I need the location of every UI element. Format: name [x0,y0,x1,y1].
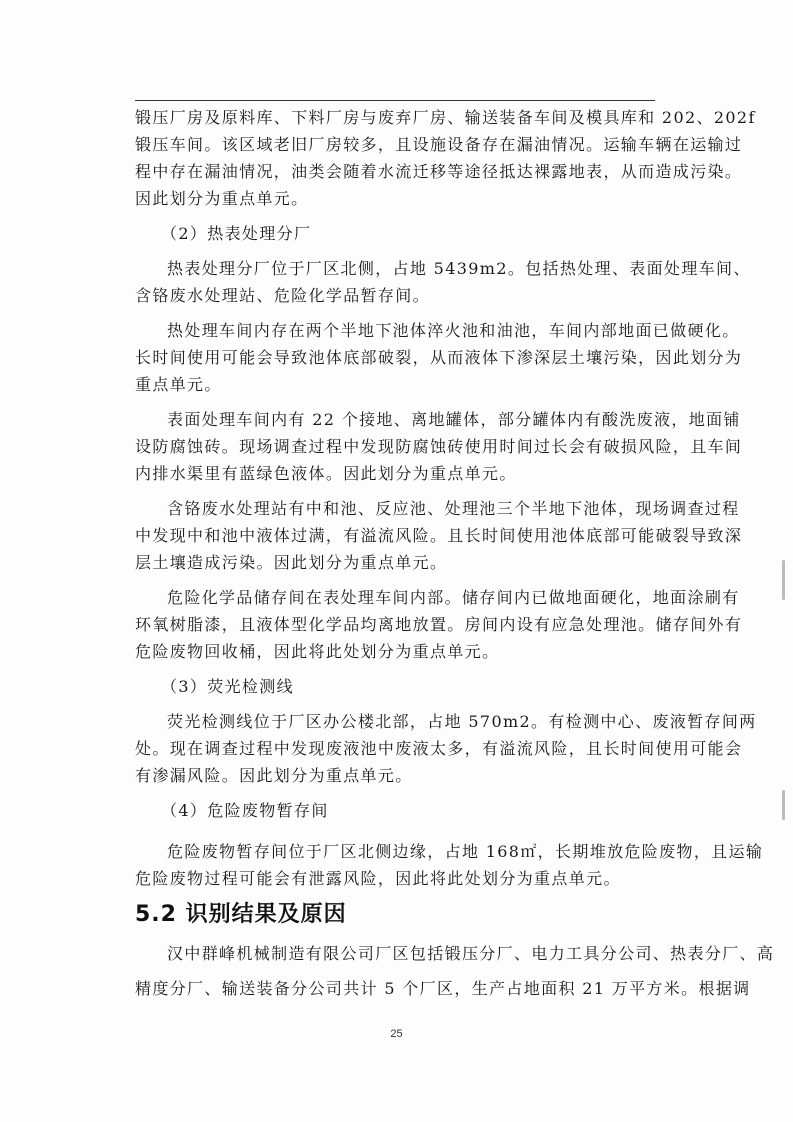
text-line: 危险废物回收桶，因此将此处划分为重点单元。 [135,642,500,661]
text-line: 内排水渠里有蓝绿色液体。因此划分为重点单元。 [135,464,517,483]
section-heading: 5.2 识别结果及原因 [135,902,347,927]
text-line: 设防腐蚀砖。现场调查过程中发现防腐蚀砖使用时间过长会有破损风险，且车间 [135,437,743,456]
text-line: 锻压厂房及原料库、下料厂房与废弃厂房、输送装备车间及模具库和 202、202f [135,108,756,127]
scan-edge-mark [782,790,785,820]
subsection-heading: （4）危险废物暂存间 [161,801,329,820]
text-line: 因此划分为重点单元。 [135,189,309,208]
text-line: 有渗漏风险。因此划分为重点单元。 [135,766,413,785]
text-line: 精度分厂、输送装备分公司共计 5 个厂区，生产占地面积 21 万平方米。根据调 [135,979,751,998]
subsection-heading: （3）荧光检测线 [161,677,294,696]
text-line: 中发现中和池中液体过满，有溢流风险。且长时间使用池体底部可能破裂导致深 [135,526,743,545]
text-line: 层土壤造成污染。因此划分为重点单元。 [135,553,448,572]
paragraph-first-line: 危险化学品储存间在表处理车间内部。储存间内已做地面硬化，地面涂刷有 [167,588,740,607]
text-line: 重点单元。 [135,375,222,394]
paragraph-first-line: 热表处理分厂位于厂区北侧，占地 5439m2。包括热处理、表面处理车间、 [167,259,751,278]
page-content [135,104,775,1002]
text-line: 危险废物过程可能会有泄露风险，因此将此处划分为重点单元。 [135,869,621,888]
scan-edge-mark [782,560,785,600]
text-line: 处。现在调查过程中发现废液池中废液太多，有溢流风险，且长时间使用可能会 [135,739,743,758]
paragraph-first-line: 热处理车间内存在两个半地下池体淬火池和油池，车间内部地面已做硬化。 [167,321,740,340]
text-line: 含铬废水处理站、危险化学品暂存间。 [135,286,430,305]
text-line: 环氧树脂漆，且液体型化学品均离地放置。房间内设有应急处理池。储存间外有 [135,615,743,634]
paragraph-first-line: 荧光检测线位于厂区办公楼北部，占地 570m2。有检测中心、废液暂存间两 [167,712,757,731]
subsection-heading: （2）热表处理分厂 [161,224,312,243]
paragraph-first-line: 表面处理车间内有 22 个接地、离地罐体，部分罐体内有酸洗废液，地面铺 [167,410,741,429]
paragraph-first-line: 汉中群峰机械制造有限公司厂区包括锻压分厂、电力工具分公司、热表分厂、高 [167,944,775,963]
paragraph-first-line: 含铬废水处理站有中和池、反应池、处理池三个半地下池体，现场调查过程 [167,499,740,518]
text-line: 锻压车间。该区域老旧厂房较多，且设施设备存在漏油情况。运输车辆在运输过 [135,135,743,154]
text-line: 程中存在漏油情况，油类会随着水流迁移等途径抵达裸露地表，从而造成污染。 [135,162,743,181]
top-rule [135,100,655,101]
text-line: 长时间使用可能会导致池体底部破裂，从而液体下渗深层土壤污染，因此划分为 [135,348,743,367]
paragraph-first-line: 危险废物暂存间位于厂区北侧边缘，占地 168㎡，长期堆放危险废物，且运输 [167,842,764,861]
page-number: 25 [390,1028,403,1040]
